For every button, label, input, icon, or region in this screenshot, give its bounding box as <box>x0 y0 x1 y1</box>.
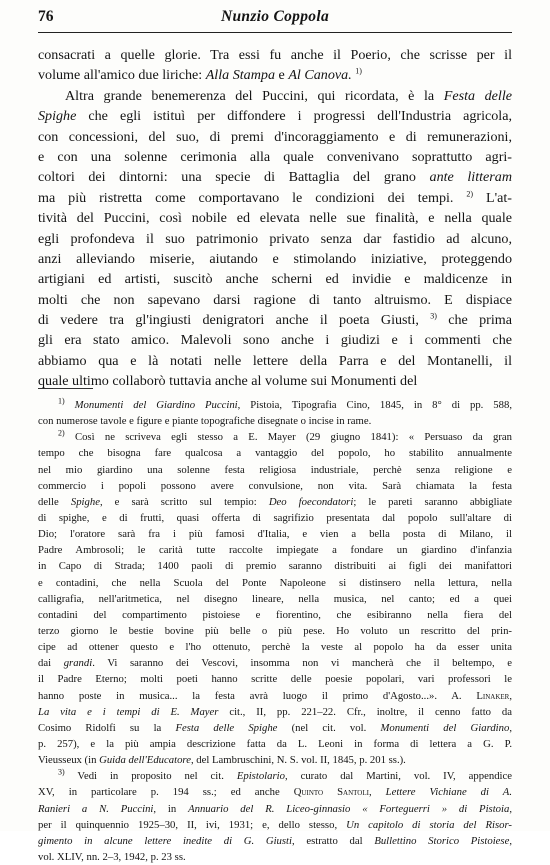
body-line: e con una solenne cerimonia alla quale convenivano soprattutto agri- <box>38 148 512 165</box>
footnote-line: vol. XLIV, nn. 2–3, 1942, p. 23 ss. <box>38 850 186 863</box>
body-line: gli era stato amico. Malevoli sono anche i giudizi e i commenti che <box>38 332 512 349</box>
body-line: anzi alleviando miserie, aiutando e stimolando iniziative, proteggendo <box>38 250 512 267</box>
body-line: di vedere tra gl'ingiusti denigratori anche il poeta Giusti, $^{3)}$ che prima <box>38 311 512 329</box>
footnote-line: commercio i popoli possono avere convulsione, non vita. Sarà chiamata la festa <box>38 479 512 492</box>
body-line: tività del Puccini, così nobile ed elevata nelle sue finalità, e nella quale <box>38 210 512 227</box>
footnote-line: nel mio giardino una solenne festa religiosa industriale, perchè senza religione e <box>38 463 512 476</box>
footnote-line: in Capo di Strada; 1400 paoli di premio saranno distribuiti ai figli dei manifattori <box>38 560 512 573</box>
body-line: abbiamo qua e là notati nelle lettere della Parra e del Montanelli, il <box>38 352 512 369</box>
body-line: Altra grande benemerenza del Puccini, qui ricordata, è la Festa delle <box>65 87 512 104</box>
footnote-line: dai grandi. Vi saranno dei Vescovi, insomma non vi mancherà che il beltempo, e <box>38 657 512 670</box>
body-line: molti che non sapevano darsi ragione di tanto altruismo. E dispiace <box>38 291 512 308</box>
footnote-line: $^{2)}$ Così ne scriveva egli stesso a E. Mayer (29 giugno 1841): « Persuaso da gran <box>58 429 512 444</box>
body-line: artigiani ed artisti, suscitò anche scherni ed invidie e maldicenze in <box>38 271 512 288</box>
footnote-line: e contadini, che nella Scuola del Ponte Napoleone si distinsero nella lettura, nella <box>38 576 512 589</box>
footnote-line: Dio; l'oratore sarà fra i più famosi d'Italia, e vien a bella posta di Milano, il <box>38 528 512 541</box>
footnote-line: La vita e i tempi di E. Mayer cit., II, pp. 221–22. Cfr., inoltre, il cenno fatto da <box>38 705 512 718</box>
running-title: Nunzio Coppola <box>221 8 329 25</box>
body-line: Spighe che egli istituì per diffondere i progressi dell'Industria agricola, <box>38 108 512 125</box>
footnote-line: contadini del compartimento pistoiese e fiorentino, che esibiranno nella fiera del <box>38 608 512 621</box>
footnote-line: cipe ad ottener questo e l'ho ottenuto, perchè la veste al popolo ha da esser unita <box>38 641 512 654</box>
footnote-line: p. 257), e la più ampia descrizione fatta da L. Leoni in forma di lettera a G. P. <box>38 737 512 750</box>
main-text <box>38 45 512 392</box>
footnote-line: $^{1)}$ Monumenti del Giardino Puccini, Pistoia, Tipografia Cino, 1845, in 8° di pp. 588, <box>58 397 512 411</box>
page-number: 76 <box>38 8 54 25</box>
body-line: egli profondeva il suo patrimonio privato senza dar fastidio ad alcuno, <box>38 230 512 247</box>
body-line: consacrati a quelle glorie. Tra essi fu anche il Poerio, che scrisse per il <box>38 47 512 63</box>
body-line: ma più ristretta come comportavano le condizioni dei tempi. $^{2)}$ L'at- <box>38 189 512 206</box>
footnote-line: terzo giorno le bestie bovine più belle o più pese. Ho voluto un rescritto del prin- <box>38 624 512 637</box>
page-header <box>40 8 510 30</box>
footnotes <box>38 397 512 865</box>
footnote-line: Vieusseux (in Guida dell'Educatore, del Lambruschini, N. S. vol. II, 1845, p. 201 ss.). <box>38 754 406 767</box>
footnote-line: con numerose tavole e figure e piante topografiche disegnate o incise in rame. <box>38 415 372 428</box>
body-line: coltori dei dintorni: una specie di Battaglia del grano ante litteram <box>38 169 512 186</box>
footnote-separator <box>38 388 93 389</box>
footnote-line: il Padre Eterno; molti poeti hanno scritte delle poesie popolari, vari professori le <box>38 673 512 686</box>
footnote-line: tempo che bisogna fare qualcosa a vantaggio del popolo, ho stabilito annualmente <box>38 447 512 460</box>
footnote-line: di spighe, e di frutti, quasi offerta di sagrifizio presentata dal popolo sull'altare di <box>38 511 512 524</box>
footnote-line: $^{3)}$ Vedi in proposito nel cit. Epistolario, curato dal Martini, vol. IV, appendice <box>58 768 512 783</box>
footnote-line: hanno poste in musica... la festa avrà luogo il primo d'Agosto...». A. Linaker, <box>38 689 512 702</box>
body-line: quale ultimo collaborò tuttavia anche al volume sui Monumenti del <box>38 373 418 390</box>
footnote-line: calligrafia, nell'aritmetica, nel disegno lineare, nella musica, nel canto; ed a quei <box>38 592 512 605</box>
footnote-line: delle Spighe, e sarà scritto sul tempio: Deo foecondatori; le pareti saranno abbigliate <box>38 495 512 508</box>
footnote-line: Padre Ambrosoli; le carità tutte raccolte impiegate a fondare un giardino d'infanzia <box>38 544 512 557</box>
footnote-line: Ranieri a N. Puccini, in Annuario del R. Liceo-ginnasio « Forteguerri » di Pistoia, <box>38 802 512 815</box>
footnote-line: gimento in alcune lettere inedite di G. Giusti, estratto dal Bullettino Storico Pistoiese, <box>38 834 512 847</box>
footnote-line: Cosimo Ridolfi su la Festa delle Spighe (nel cit. vol. Monumenti del Giardino, <box>38 721 512 734</box>
footnote-line: per il quinquennio 1925–30, II, ivi, 1931; e, dello stesso, Un capitolo di storia del Risor- <box>38 818 512 831</box>
body-line: volume all'amico due liriche: Alla Stampa e Al Canova. $^{1)}$ <box>38 66 362 84</box>
header-rule <box>38 32 512 33</box>
body-line: con concessioni, del suo, di premi d'incoraggiamento e di remunerazioni, <box>38 128 512 145</box>
footnote-line: XV, in particolare p. 194 ss.; ed anche Quinto Santoli, Lettere Vichiane di A. <box>38 786 512 799</box>
